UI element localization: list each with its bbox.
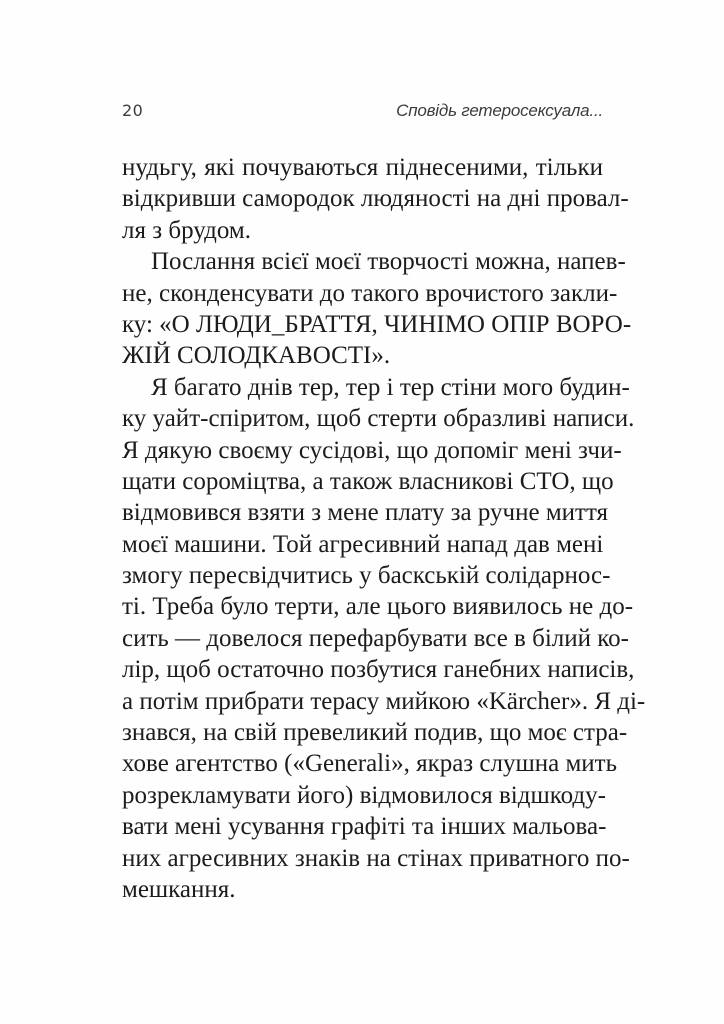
text-line: змогу пересвідчитись у баскській солідарнос- (122, 562, 611, 590)
running-title: Сповідь гетеросексуала... (396, 101, 603, 120)
text-line: ля з брудом. (122, 216, 251, 244)
text-line: відкривши самородок людяності на дні провал- (122, 185, 629, 213)
body-text (122, 152, 646, 905)
text-line: лір, щоб остаточно позбутися ганебних написів, (122, 656, 635, 684)
text-line: хове агентство («Generali», якраз слушна мить (122, 750, 618, 778)
text-line: щати сороміцтва, а також власникові СТО, що (122, 467, 614, 495)
text-line: знався, на свій превеликий подив, що моє стра- (122, 719, 628, 747)
text-line: розрекламувати його) відмовилося відшкоду- (122, 781, 606, 809)
text-line: Я багато днів тер, тер і тер стіни мого будин- (151, 373, 630, 401)
text-line: Послання всієї моєї творчості можна, напев- (151, 248, 626, 276)
paragraph-1 (122, 152, 629, 246)
text-line: не, сконденсувати до такого врочистого закли- (122, 279, 618, 307)
text-line: а потім прибрати терасу мийкою «Kärcher». Я ді- (122, 687, 646, 715)
text-line: Я дякую своєму сусідові, що допоміг мені зчи- (122, 436, 622, 464)
text-line: ку уайт-спіритом, щоб стерти образливі написи. (122, 405, 635, 433)
text-line: ЖІЙ СОЛОДКАВОСТІ». (122, 342, 391, 370)
text-line: нудьгу, які почуваються піднесеними, тільки (122, 154, 603, 181)
paragraph-3 (122, 372, 646, 906)
text-line: вати мені усування графіті та інших мальова- (122, 813, 607, 841)
paragraph-2 (122, 246, 632, 372)
text-line: них агресивних знаків на стінах приватного по- (122, 844, 630, 872)
text-line: ті. Треба було терти, але цього виявилось не до- (122, 593, 634, 621)
text-line: моєї машини. Той агресивний напад дав мені (122, 530, 604, 558)
text-line: відмовився взяти з мене плату за ручне миття (122, 499, 609, 527)
text-line: сить — довелося перефарбувати все в білий ко- (122, 624, 629, 652)
running-head (122, 101, 603, 125)
text-line: ку: «О ЛЮДИ_БРАТТЯ, ЧИНІМО ОПІР ВОРО- (122, 310, 632, 338)
text-line: мешкання. (122, 875, 236, 903)
page-number: 20 (122, 101, 144, 120)
